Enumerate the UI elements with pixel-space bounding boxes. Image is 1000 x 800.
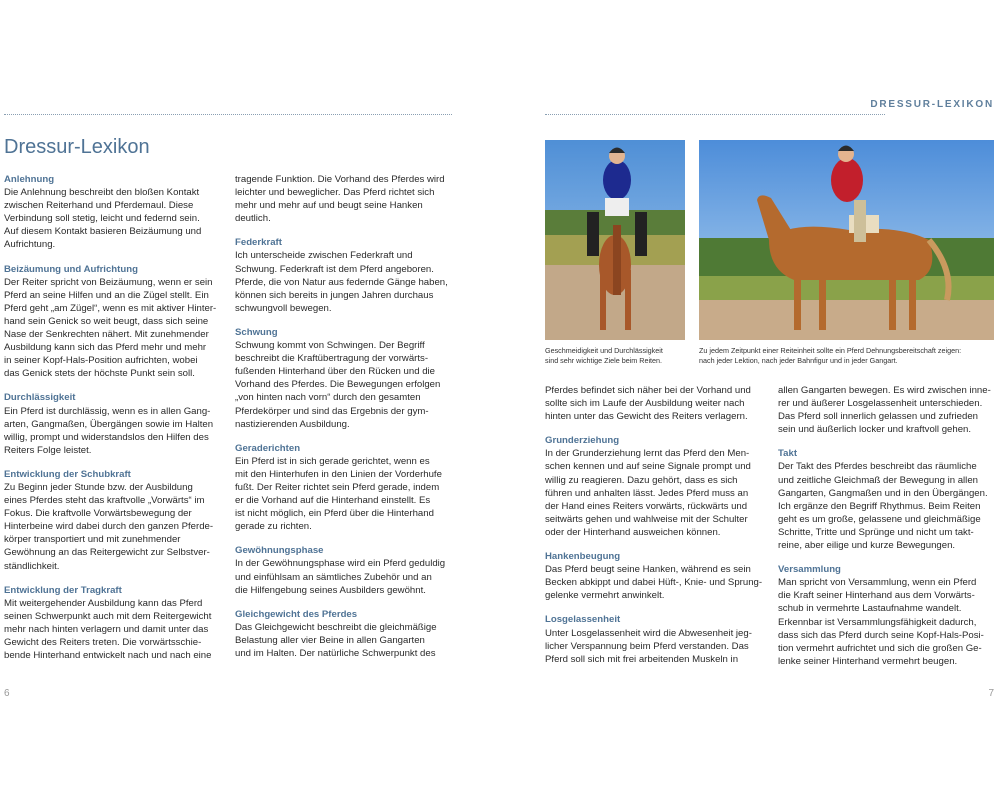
lexicon-entry-text-line: mit den Hinterhufen in den Linien der Vorderhufe <box>235 468 442 480</box>
lexicon-entry-text-line: er die Vorhand auf die Hinterhand einstellt. Es <box>235 495 431 507</box>
lexicon-entry-heading: Beizäumung und Aufrichtung <box>4 263 138 275</box>
right-page-header-rule <box>545 114 885 115</box>
lexicon-entry-text-line: in seiner Kopf-Hals-Position aufrichten, wobei <box>4 355 198 367</box>
lexicon-entry <box>545 384 771 423</box>
lexicon-entry-text-line: der Hand eines Reiters vorwärts, rückwärts und <box>545 500 748 512</box>
lexicon-entry-text-line: willig, prompt und widerstandslos den Hilfen des <box>4 431 209 443</box>
lexicon-entry-text-line: sollte sich im Laufe der Ausbildung weiter nach <box>545 398 745 410</box>
lexicon-entry-text-line: Gewicht des Reiters treten. Die vorwärtsschie- <box>4 637 202 648</box>
lexicon-entry-text-line: Pferdekörper und sind das Ergebnis der gym- <box>235 405 429 417</box>
lexicon-entry-heading: Durchlässigkeit <box>4 392 76 404</box>
page-number-left: 6 <box>4 688 10 699</box>
lexicon-entry-text-line: mehr und mehr auf und beugt seine Hanken <box>235 200 423 212</box>
lexicon-entry-text-line: schen kennen und auf seine Signale prompt und <box>545 461 751 473</box>
text-column-3 <box>545 384 771 677</box>
lexicon-entry-text-line: seitwärts gehen und wahlweise mit der Schulter <box>545 513 748 525</box>
lexicon-entry-text-line: fußenden Hinterhand über den Rücken und die <box>235 366 436 378</box>
lexicon-entry <box>4 468 230 573</box>
page-title: Dressur-Lexikon <box>4 136 150 158</box>
lexicon-entry-text-line: Zu Beginn jeder Stunde bzw. der Ausbildung <box>4 481 193 493</box>
lexicon-entry-text-line: Aufrichtung. <box>4 239 56 251</box>
lexicon-entry-text-line: Gewöhnung an das Reitergewicht zur Selbstver- <box>4 547 210 559</box>
lexicon-entry-heading: Gleichgewicht des Pferdes <box>235 608 358 620</box>
page-number-right: 7 <box>988 688 994 699</box>
lexicon-entry <box>4 173 230 252</box>
lexicon-entry <box>4 263 230 381</box>
lexicon-entry-text-line: geht es um große, gelassene und gleichmäßige <box>778 513 981 525</box>
text-column-4 <box>778 384 998 679</box>
lexicon-entry-heading: Entwicklung der Tragkraft <box>4 584 122 596</box>
lexicon-entry-text-line: Hinterbeine wird dabei durch den ganzen Pferde- <box>4 521 214 533</box>
lexicon-entry-heading: Gewöhnungsphase <box>235 545 324 557</box>
lexicon-entry <box>235 173 463 225</box>
lexicon-entry-text-line: das Genick stets der höchste Punkt sein soll. <box>4 368 195 380</box>
lexicon-entry-text-line: und zeitliche Gleichmaß der Bewegung in allen <box>778 474 978 486</box>
lexicon-entry-text-line: Vorhand des Pferdes. Die Bewegungen erfolgen <box>235 379 441 391</box>
lexicon-entry-heading: Hankenbeugung <box>545 551 621 563</box>
lexicon-entry <box>4 584 230 663</box>
photo-rider-stretching <box>699 140 994 340</box>
lexicon-entry-text-line: Auf diesem Kontakt basieren Beizäumung und <box>4 226 202 238</box>
lexicon-entry-text-line: und einfühlsam an sämtliches Zubehör und an <box>235 571 432 583</box>
lexicon-entry-heading: Schwung <box>235 326 278 338</box>
lexicon-entry-text-line: Ich ergänze den Begriff Rhythmus. Beim Reiten <box>778 500 981 512</box>
lexicon-entry-text-line: Pferd soll sich mit frei arbeitenden Muskeln in <box>545 653 739 665</box>
lexicon-entry-text-line: gerade zu richten. <box>235 521 312 533</box>
photo-rider-front <box>545 140 685 340</box>
lexicon-entry-text-line: rer und äußerer Losgelassenheit unterschieden. <box>778 398 983 410</box>
lexicon-entry-text-line: führen und anhalten lässt. Jedes Pferd muss an <box>545 487 749 499</box>
lexicon-entry-text-line: Schwung kommt von Schwingen. Der Begriff <box>235 340 425 352</box>
photo-rider-stretching-caption: Zu jedem Zeitpunkt einer Reiteinheit sollte ein Pferd Dehnungsbereitschaft zeigen: nach jeder Lektion, nach jeder Bahnfigur und in jeder Gangart. <box>699 346 962 365</box>
photo-rider-front-caption: Geschmeidigkeit und Durchlässigkeit sind sehr wichtige Ziele beim Reiten. <box>545 346 663 365</box>
lexicon-entry-heading: Anlehnung <box>4 174 55 185</box>
lexicon-entry-text-line: die Kraft seiner Hinterhand aus dem Vorwärts- <box>778 590 975 602</box>
lexicon-entry-text-line: oder der Hinterhand ausweichen können. <box>545 526 721 538</box>
lexicon-entry-text-line: Nase der Senkrechten nähert. Mit zunehmender <box>4 329 209 341</box>
lexicon-entry-text-line: bende Hinterhand entwickelt nach und nach eine <box>4 650 212 662</box>
text-column-2 <box>235 173 463 671</box>
lexicon-entry <box>545 613 771 665</box>
lexicon-entry-text-line: ist nicht möglich, ein Pferd über die Hinterhand <box>235 508 434 520</box>
lexicon-entry-heading: Losgelassenheit <box>545 614 621 626</box>
lexicon-entry-heading: Grunderziehung <box>545 435 620 447</box>
lexicon-entry-text-line: seinen Schwerpunkt auch mit dem Reitergewicht <box>4 610 212 622</box>
lexicon-entry-text-line: „von hinten nach vorn“ durch den gesamten <box>235 392 421 404</box>
lexicon-entry-text-line: körper transportiert und mit zunehmender <box>4 534 181 546</box>
lexicon-entry-text-line: Pferd an seine Hilfen und an die Zügel stellt. Ein <box>4 289 209 301</box>
lexicon-entry <box>778 563 998 668</box>
lexicon-entry-text-line: allen Gangarten bewegen. Es wird zwischen inne- <box>778 385 991 396</box>
lexicon-entry-text-line: Der Takt des Pferdes beschreibt das räumliche <box>778 461 977 473</box>
lexicon-entry-text-line: Ausbildung kann sich das Pferd mehr und mehr <box>4 342 207 354</box>
lexicon-entry-text-line: deutlich. <box>235 213 271 225</box>
lexicon-entry-text-line: schub in vermehrte Lastaufnahme wandelt. <box>778 603 962 615</box>
lexicon-entry-text-line: schwungvoll bewegen. <box>235 302 332 314</box>
lexicon-entry-heading: Takt <box>778 448 798 460</box>
lexicon-entry-text-line: Man spricht von Versammlung, wenn ein Pferd <box>778 577 977 589</box>
lexicon-entry <box>545 434 771 539</box>
left-page-header-rule <box>4 114 452 115</box>
lexicon-entry-text-line: Fokus. Die kraftvolle Vorwärtsbewegung der <box>4 508 192 520</box>
lexicon-entry-text-line: Das Gleichgewicht beschreibt die gleichmäßige <box>235 621 437 633</box>
lexicon-entry <box>778 384 998 436</box>
lexicon-entry-heading: Versammlung <box>778 564 841 576</box>
lexicon-entry-text-line: können sich bereits in jungen Jahren durchaus <box>235 289 434 301</box>
lexicon-entry <box>235 608 463 660</box>
lexicon-entry-text-line: nastizierenden Ausbildung. <box>235 418 350 430</box>
lexicon-entry-text-line: reine, aber eilige und kurze Bewegungen. <box>778 540 956 552</box>
lexicon-entry-text-line: mehr nach hinten verlagern und damit unter das <box>4 623 209 635</box>
lexicon-entry-text-line: Pferdes befindet sich näher bei der Vorhand und <box>545 385 751 396</box>
lexicon-entry-text-line: ständlichkeit. <box>4 560 60 572</box>
lexicon-entry-text-line: und im Halten. Der natürliche Schwerpunkt des <box>235 648 436 659</box>
text-column-1 <box>4 173 230 673</box>
lexicon-entry-text-line: Gangarten, Gangmaßen und in den Übergängen. <box>778 487 988 499</box>
lexicon-entry <box>4 391 230 456</box>
lexicon-entry-text-line: leichter und beweglicher. Das Pferd richtet sich <box>235 187 435 199</box>
lexicon-entry-text-line: fußt. Der Reiter richtet sein Pferd gerade, indem <box>235 481 440 493</box>
lexicon-entry-text-line: Ich unterscheide zwischen Federkraft und <box>235 250 413 262</box>
lexicon-entry <box>235 236 463 315</box>
lexicon-entry-text-line: lenke seiner Hinterhand vermehrt beugen. <box>778 655 958 667</box>
lexicon-entry-text-line: Der Reiter spricht von Beizäumung, wenn er sein <box>4 276 213 288</box>
lexicon-entry-text-line: die Hilfengebung seines Ausbilders gewöhnt. <box>235 584 426 596</box>
lexicon-entry-text-line: arten, Gangmaßen, Übergängen sowie im Halten <box>4 418 214 430</box>
lexicon-entry-text-line: hand sein Genick so weit beugt, dass sich seine <box>4 315 209 327</box>
lexicon-entry-text-line: eines Pferdes steht das kraftvolle „Vorwärts“ im <box>4 495 205 507</box>
lexicon-entry-text-line: tion vermehrt aufrichtet und sich die großen Ge- <box>778 642 982 654</box>
lexicon-entry-text-line: In der Grunderziehung lernt das Pferd den Men- <box>545 448 750 460</box>
lexicon-entry-text-line: Reiters Folge leistet. <box>4 444 92 456</box>
lexicon-entry-text-line: Erkennbar ist Versammlungsfähigkeit dadurch, <box>778 616 977 628</box>
lexicon-entry-text-line: Belastung aller vier Beine in allen Gangarten <box>235 634 425 646</box>
lexicon-entry-text-line: Die Anlehnung beschreibt den bloßen Kontakt <box>4 187 200 199</box>
lexicon-entry-text-line: Pferd geht „am Zügel“, wenn es mit aktiver Hinter- <box>4 302 217 314</box>
lexicon-entry-text-line: Ein Pferd ist in sich gerade gerichtet, wenn es <box>235 455 430 467</box>
lexicon-entry <box>235 326 463 431</box>
lexicon-entry-text-line: Ein Pferd ist durchlässig, wenn es in allen Gang- <box>4 405 211 417</box>
lexicon-entry-text-line: willig zu reagieren. Dazu gehört, dass es sich <box>545 474 738 486</box>
lexicon-entry-text-line: hinten unter das Gewicht des Reiters verlagern. <box>545 411 748 423</box>
lexicon-entry-text-line: dass sich das Pferd durch seine Kopf-Hals-Posi- <box>778 629 984 641</box>
lexicon-entry <box>235 442 463 534</box>
lexicon-entry-text-line: Pferde, die von Natur aus federnde Gänge haben, <box>235 276 448 288</box>
lexicon-entry-text-line: licher Verspannung beim Pferd verstanden. Das <box>545 640 749 652</box>
lexicon-entry-text-line: Verbindung soll stetig, leicht und federnd sein. <box>4 213 200 225</box>
lexicon-entry-text-line: Becken abkippt und dabei Hüft-, Knie- und Sprung- <box>545 577 763 589</box>
lexicon-entry-text-line: beschreibt die Kraftübertragung der vorwärts- <box>235 353 429 365</box>
lexicon-entry-text-line: Schwung. Federkraft ist dem Pferd angeboren. <box>235 263 434 275</box>
lexicon-entry-text-line: Mit weitergehender Ausbildung kann das Pferd <box>4 597 203 609</box>
lexicon-entry-text-line: sein und äußerlich locker und kraftvoll gehen. <box>778 424 972 436</box>
lexicon-entry-heading: Entwicklung der Schubkraft <box>4 468 131 480</box>
lexicon-entry <box>545 550 771 602</box>
lexicon-entry-text-line: zwischen Reiterhand und Pferdemaul. Diese <box>4 200 194 212</box>
lexicon-entry <box>235 544 463 596</box>
running-title: DRESSUR-LEXIKON <box>870 99 994 110</box>
lexicon-entry-text-line: gelenke vermehrt anwinkelt. <box>545 590 665 602</box>
lexicon-entry-text-line: Das Pferd soll innerlich gelassen und zufrieden <box>778 411 978 423</box>
lexicon-entry-text-line: Unter Losgelassenheit wird die Abwesenheit jeg- <box>545 627 752 639</box>
lexicon-entry <box>778 447 998 552</box>
lexicon-entry-heading: Federkraft <box>235 237 282 249</box>
lexicon-entry-text-line: Schritte, Tritte und Sprünge und nicht um takt- <box>778 526 974 538</box>
lexicon-entry-text-line: Das Pferd beugt seine Hanken, während es sein <box>545 564 751 576</box>
lexicon-entry-text-line: In der Gewöhnungsphase wird ein Pferd geduldig <box>235 558 446 570</box>
lexicon-entry-heading: Geraderichten <box>235 442 301 454</box>
lexicon-entry-text-line: tragende Funktion. Die Vorhand des Pferdes wird <box>235 174 445 185</box>
